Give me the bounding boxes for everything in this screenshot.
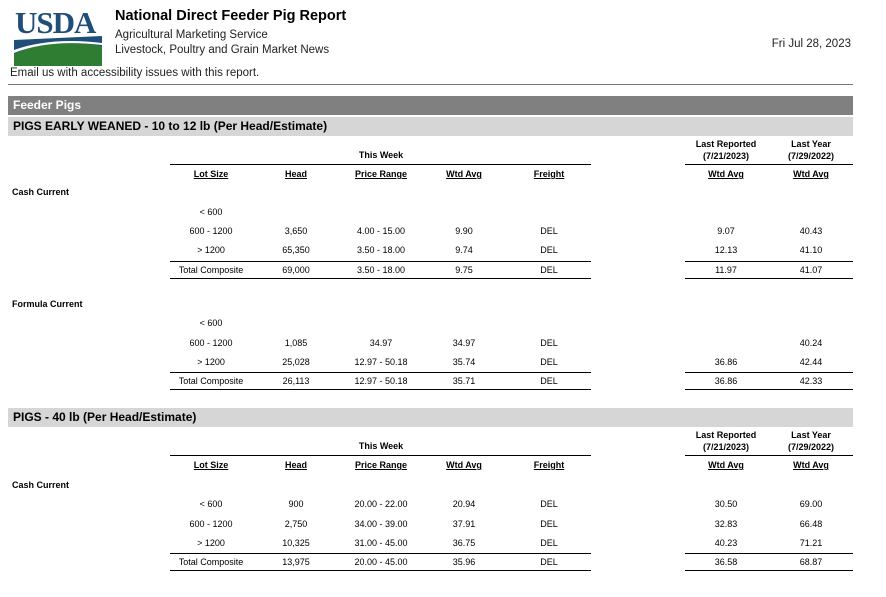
cell-ly: 71.21 [799, 538, 823, 548]
group-label: Cash Current [12, 187, 70, 197]
cell-range: 3.50 - 18.00 [356, 245, 406, 255]
cell-freight: DEL [540, 519, 558, 529]
cell-range: 12.97 - 50.18 [354, 357, 408, 367]
cell-head: 900 [288, 499, 304, 509]
cell-ly: 41.07 [799, 265, 823, 275]
header-rule-left [170, 455, 591, 456]
cell-ly: 68.87 [799, 557, 823, 567]
cell-range: 34.00 - 39.00 [354, 519, 408, 529]
logo-wordmark: USDA [15, 6, 96, 40]
cell-wtd: 35.71 [452, 376, 476, 386]
cell-wtd: 35.96 [452, 557, 476, 567]
cell-lot: Total Composite [178, 376, 244, 386]
column-header-head: Head [284, 169, 308, 179]
cell-lot: 600 - 1200 [189, 519, 233, 529]
total-rule-right [685, 372, 853, 373]
total-rule-left [170, 553, 591, 554]
total-rule-left [170, 372, 591, 373]
column-header-lot: Lot Size [193, 460, 229, 470]
table-title: PIGS EARLY WEANED - 10 to 12 lb (Per Head/Estimate) [8, 117, 853, 136]
cell-freight: DEL [540, 538, 558, 548]
last-reported-date: (7/21/2023) [702, 442, 750, 452]
cell-freight: DEL [540, 265, 558, 275]
cell-lot: 600 - 1200 [189, 226, 233, 236]
group-label: Cash Current [12, 480, 70, 490]
cell-wtd: 9.74 [455, 245, 473, 255]
cell-head: 26,113 [282, 376, 310, 386]
cell-lot: > 1200 [197, 357, 225, 367]
cell-wtd: 9.90 [455, 226, 473, 236]
cell-lot: Total Composite [178, 557, 244, 567]
cell-range: 31.00 - 45.00 [354, 538, 408, 548]
table-title: PIGS - 40 lb (Per Head/Estimate) [8, 408, 853, 427]
this-week-label: This Week [358, 441, 404, 451]
last-year-label: Last Year [791, 139, 831, 149]
cell-wtd: 20.94 [452, 499, 476, 509]
cell-lr: 32.83 [714, 519, 738, 529]
cell-lr: 30.50 [714, 499, 738, 509]
cell-wtd: 9.75 [455, 265, 473, 275]
column-header-head: Head [284, 460, 308, 470]
cell-range: 34.97 [369, 338, 393, 348]
cell-wtd: 37.91 [452, 519, 476, 529]
header-divider [8, 84, 853, 85]
column-header-range: Price Range [354, 169, 408, 179]
cell-freight: DEL [540, 557, 558, 567]
total-rule-right [685, 553, 853, 554]
cell-lr: 36.58 [714, 557, 738, 567]
report-title: National Direct Feeder Pig Report [115, 8, 347, 24]
header-rule-right [685, 164, 853, 165]
cell-head: 10,325 [282, 538, 310, 548]
cell-freight: DEL [540, 338, 558, 348]
cell-freight: DEL [540, 245, 558, 255]
cell-lot: < 600 [199, 499, 223, 509]
cell-ly: 40.43 [799, 226, 823, 236]
column-header-wtd: Wtd Avg [446, 169, 482, 179]
group-label: Formula Current [12, 299, 83, 309]
column-header-lot: Lot Size [193, 169, 229, 179]
bottom-rule-right [685, 570, 853, 571]
total-rule-right [685, 261, 853, 262]
cell-lot: Total Composite [178, 265, 244, 275]
this-week-label: This Week [358, 150, 404, 160]
last-year-label: Last Year [791, 430, 831, 440]
cell-head: 2,750 [284, 519, 308, 529]
cell-head: 13,975 [282, 557, 310, 567]
header-rule-right [685, 455, 853, 456]
bottom-rule-left [170, 570, 591, 571]
cell-lot: > 1200 [197, 538, 225, 548]
cell-ly: 41.10 [799, 245, 823, 255]
column-header-ly: Wtd Avg [793, 460, 829, 470]
column-header-range: Price Range [354, 460, 408, 470]
cell-lr: 36.86 [714, 357, 738, 367]
last-reported-label: Last Reported [695, 139, 757, 149]
cell-head: 65,350 [282, 245, 310, 255]
agency-name: Agricultural Marketing Service [115, 29, 268, 41]
cell-lr: 11.97 [715, 265, 737, 275]
last-year-date: (7/29/2022) [787, 442, 835, 452]
total-rule-left [170, 261, 591, 262]
cell-ly: 42.33 [799, 376, 823, 386]
accessibility-link[interactable]: Email us with accessibility issues with this report. [10, 67, 260, 79]
cell-range: 20.00 - 22.00 [354, 499, 408, 509]
division-name: Livestock, Poultry and Grain Market News [115, 44, 330, 56]
bottom-rule-right [685, 389, 853, 390]
column-header-freight: Freight [533, 169, 565, 179]
cell-range: 12.97 - 50.18 [354, 376, 408, 386]
cell-lr: 12.13 [714, 245, 738, 255]
last-year-date: (7/29/2022) [787, 151, 835, 161]
last-reported-label: Last Reported [695, 430, 757, 440]
cell-head: 1,085 [284, 338, 308, 348]
cell-ly: 40.24 [799, 338, 823, 348]
cell-head: 3,650 [284, 226, 308, 236]
cell-wtd: 35.74 [452, 357, 476, 367]
cell-freight: DEL [540, 226, 558, 236]
cell-range: 20.00 - 45.00 [354, 557, 408, 567]
cell-ly: 42.44 [799, 357, 823, 367]
bottom-rule-left [170, 389, 591, 390]
cell-lr: 36.86 [714, 376, 738, 386]
column-header-freight: Freight [533, 460, 565, 470]
cell-freight: DEL [540, 376, 558, 386]
cell-wtd: 36.75 [452, 538, 476, 548]
cell-lr: 9.07 [717, 226, 735, 236]
column-header-wtd: Wtd Avg [446, 460, 482, 470]
cell-ly: 69.00 [799, 499, 823, 509]
cell-range: 4.00 - 15.00 [356, 226, 406, 236]
cell-lot: < 600 [199, 318, 223, 328]
cell-freight: DEL [540, 357, 558, 367]
cell-head: 69,000 [282, 265, 310, 275]
cell-lot: > 1200 [197, 245, 225, 255]
bottom-rule-right [685, 278, 853, 279]
cell-lot: < 600 [199, 207, 223, 217]
report-date: Fri Jul 28, 2023 [771, 38, 851, 50]
column-header-lr: Wtd Avg [708, 460, 744, 470]
cell-range: 3.50 - 18.00 [356, 265, 406, 275]
column-header-ly: Wtd Avg [793, 169, 829, 179]
last-reported-date: (7/21/2023) [702, 151, 750, 161]
cell-lot: 600 - 1200 [189, 338, 233, 348]
cell-head: 25,028 [282, 357, 310, 367]
usda-logo [14, 6, 102, 66]
header-rule-left [170, 164, 591, 165]
cell-wtd: 34.97 [452, 338, 476, 348]
column-header-lr: Wtd Avg [708, 169, 744, 179]
cell-lr: 40.23 [714, 538, 738, 548]
bottom-rule-left [170, 278, 591, 279]
cell-ly: 66.48 [799, 519, 823, 529]
cell-freight: DEL [540, 499, 558, 509]
section-title: Feeder Pigs [8, 96, 853, 115]
